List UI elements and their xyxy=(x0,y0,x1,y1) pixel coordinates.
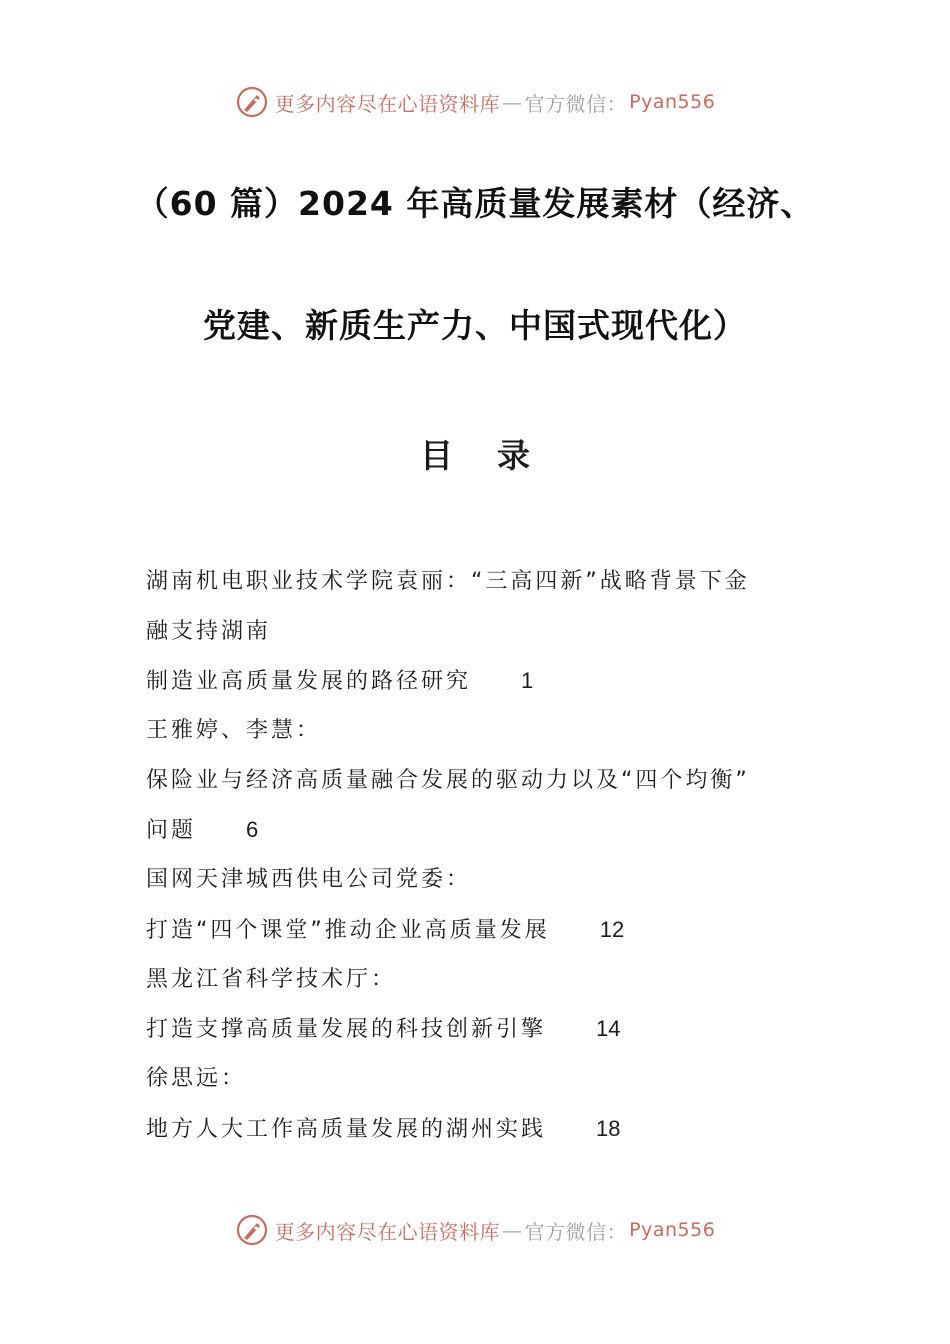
toc-heading: 目录 xyxy=(420,436,574,475)
toc-line[interactable] xyxy=(146,761,826,811)
watermark-separator: — xyxy=(502,1218,523,1242)
toc-line[interactable] xyxy=(146,910,826,960)
header-watermark xyxy=(0,82,950,122)
toc-line-text: 黑龙江省科学技术厅： xyxy=(146,966,397,992)
toc-line[interactable] xyxy=(146,960,826,1010)
toc-line[interactable] xyxy=(146,1109,826,1159)
toc-line[interactable] xyxy=(146,1059,826,1109)
watermark-id: Pyan556 xyxy=(629,1219,716,1241)
watermark-text: 更多内容尽在心语资料库 xyxy=(274,1219,501,1244)
toc-line[interactable] xyxy=(146,612,826,662)
toc-line-text: 融支持湖南 xyxy=(146,618,272,644)
toc-line-text: 湖南机电职业技术学院袁丽：“三高四新”战略背景下金 xyxy=(146,569,750,594)
toc-page-number: 1 xyxy=(521,668,534,694)
toc-line-text: 王雅婷、李慧： xyxy=(146,718,322,744)
toc-line-text: 问题 xyxy=(146,818,197,844)
toc-page-number: 12 xyxy=(599,916,625,942)
footer-watermark xyxy=(0,1210,950,1250)
toc-line[interactable] xyxy=(146,661,826,711)
toc-page-number: 18 xyxy=(596,1115,621,1141)
pen-nib-circle-icon xyxy=(235,1213,269,1247)
toc-line-text: 徐思远： xyxy=(146,1065,247,1091)
document-title-line-1: （60 篇）2024 年高质量发展素材（经济、 xyxy=(135,184,815,223)
pen-nib-circle-icon xyxy=(235,85,269,119)
watermark-label: 官方微信： xyxy=(524,1219,628,1244)
table-of-contents xyxy=(146,562,826,1158)
toc-line[interactable] xyxy=(146,562,826,612)
toc-line-text: 地方人大工作高质量发展的湖州实践 xyxy=(146,1116,547,1142)
watermark-id: Pyan556 xyxy=(629,91,716,113)
toc-line[interactable] xyxy=(146,810,826,860)
toc-line[interactable] xyxy=(146,1009,826,1059)
toc-page-number: 14 xyxy=(596,1016,621,1042)
toc-line[interactable] xyxy=(146,860,826,910)
toc-line[interactable] xyxy=(146,711,826,761)
watermark-text: 更多内容尽在心语资料库 xyxy=(274,91,501,116)
toc-line-text: 制造业高质量发展的路径研究 xyxy=(146,669,472,695)
toc-line-text: 国网天津城西供电公司党委： xyxy=(146,867,472,893)
toc-line-text: 打造“四个课堂”推动企业高质量发展 xyxy=(146,917,550,943)
toc-page-number: 6 xyxy=(246,817,259,843)
toc-line-text: 保险业与经济高质量融合发展的驱动力以及“四个均衡” xyxy=(146,767,750,793)
document-title-line-2: 党建、新质生产力、中国式现代化） xyxy=(203,306,747,345)
watermark-separator: — xyxy=(502,90,523,114)
watermark-label: 官方微信： xyxy=(524,91,628,116)
toc-line-text: 打造支撑高质量发展的科技创新引擎 xyxy=(146,1017,547,1043)
